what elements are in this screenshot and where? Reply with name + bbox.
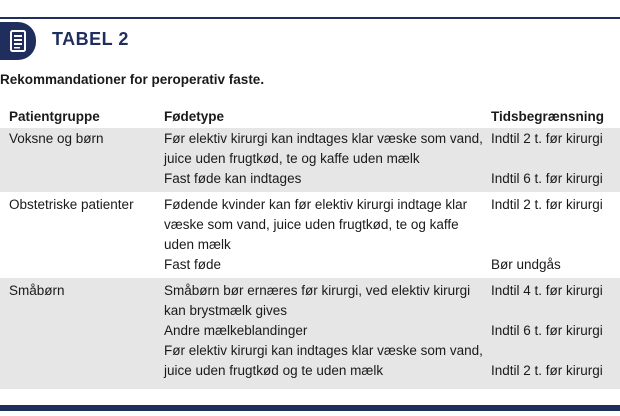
fodetype-cell: Fødende kvinder kan før elektiv kirurgi indtage klar væske som vand, juice uden frugtkød, te og kaffe uden mælk (164, 197, 468, 252)
table-row (0, 281, 620, 321)
empty-cell (0, 321, 164, 341)
bottom-rule (0, 405, 620, 411)
fodetype-cell: Før elektiv kirurgi kan indtages klar væske som vand, juice uden frugtkød, te og kaffe uden mælk (164, 131, 483, 166)
column-header-patientgruppe: Patientgruppe (9, 108, 100, 124)
empty-cell (0, 169, 164, 189)
tid-cell: Indtil 6 t. før kirurgi (491, 171, 603, 186)
table-row (0, 321, 620, 341)
top-rule (0, 17, 620, 19)
empty-cell (0, 341, 164, 381)
group-name: Obstetriske patienter (9, 197, 134, 212)
tid-cell: Indtil 4 t. før kirurgi (491, 283, 603, 298)
table-row (0, 341, 620, 381)
table-row (0, 129, 620, 169)
table-group-obstetriske (0, 192, 620, 278)
fodetype-cell: Fast føde (164, 257, 222, 272)
fodetype-cell: Før elektiv kirurgi kan indtages klar væske som vand, juice uden frugtkød og te uden mælk (164, 343, 483, 378)
table-header-row (0, 104, 620, 128)
fodetype-cell: Fast føde kan indtages (164, 171, 302, 186)
recommendations-table (0, 104, 620, 389)
table-badge (0, 22, 36, 60)
table-caption: Rekommandationer for peroperativ faste. (0, 72, 265, 87)
tid-cell: Indtil 2 t. før kirurgi (491, 131, 603, 146)
column-header-fodetype: Fødetype (164, 108, 225, 124)
fodetype-cell: Andre mælkeblandinger (164, 323, 308, 338)
group-name: Voksne og børn (9, 131, 104, 146)
table-row (0, 255, 620, 275)
tid-cell: Indtil 2 t. før kirurgi (491, 197, 603, 212)
group-name: Småbørn (9, 283, 65, 298)
table-title: TABEL 2 (52, 29, 129, 49)
table-group-smaborn (0, 278, 620, 389)
table-group-voksne (0, 128, 620, 192)
tid-cell: Bør undgås (491, 257, 561, 272)
document-list-icon (9, 30, 27, 52)
table-row (0, 195, 620, 255)
tid-cell: Indtil 6 t. før kirurgi (491, 323, 603, 338)
tid-cell: Indtil 2 t. før kirurgi (491, 363, 603, 378)
table-row (0, 169, 620, 189)
column-header-tidsbegraensning: Tidsbegrænsning (491, 108, 605, 124)
empty-cell (0, 255, 164, 275)
fodetype-cell: Småbørn bør ernæres før kirurgi, ved elektiv kirurgi kan brystmælk gives (164, 283, 471, 318)
